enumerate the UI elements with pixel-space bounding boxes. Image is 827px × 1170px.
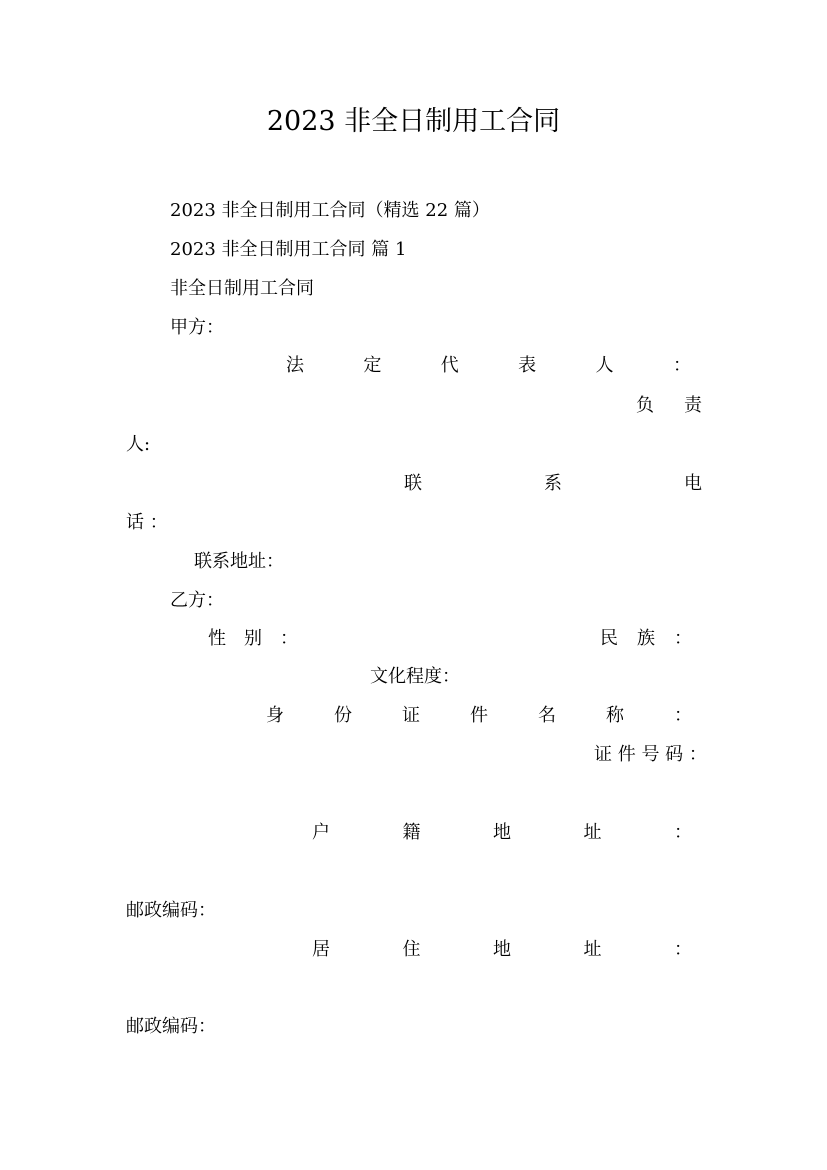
person-in-charge-char: 责 [684, 395, 702, 416]
ethnicity-char: 族 [637, 628, 655, 649]
postcode-label-1: 邮政编码： [126, 900, 216, 921]
part-heading: 2023 非全日制用工合同 篇 1 [170, 239, 407, 260]
id-number-label: 证 件 号 码 ： [594, 744, 707, 765]
contact-address-label: 联系地址： [194, 551, 284, 572]
legal-rep-char: 代 [440, 355, 459, 376]
phone-tail: 话 ： [126, 512, 168, 533]
residence-address-label [312, 938, 692, 962]
residence-address-char: ： [674, 939, 692, 960]
document-subtitle: 2023 非全日制用工合同（精选 22 篇） [170, 200, 490, 221]
legal-rep-char: 法 [286, 355, 304, 376]
residence-address-char: 住 [402, 939, 421, 960]
legal-rep-char: 表 [518, 355, 537, 376]
ethnicity-char: 民 [600, 628, 618, 649]
phone-char: 电 [684, 473, 702, 494]
legal-representative-label [286, 354, 691, 378]
residence-address-char: 址 [583, 939, 602, 960]
gender-char: ： [280, 628, 298, 649]
household-address-char: ： [674, 822, 692, 843]
id-name-char: 件 [470, 705, 488, 726]
gender-char: 性 [208, 628, 226, 649]
id-name-char: 名 [538, 705, 556, 726]
document-title: 2023 非全日制用工合同 [266, 106, 561, 137]
phone-char: 系 [544, 473, 562, 494]
residence-address-char: 地 [493, 939, 511, 960]
id-name-char: 身 [266, 705, 284, 726]
phone-label [404, 472, 702, 496]
ethnicity-label [600, 627, 692, 651]
residence-address-char: 居 [312, 939, 330, 960]
household-address-char: 户 [312, 822, 330, 843]
ethnicity-char: ： [674, 628, 692, 649]
legal-rep-char: 人 [595, 355, 614, 376]
gender-char: 别 [244, 628, 262, 649]
household-address-char: 址 [583, 822, 602, 843]
education-label: 文化程度： [370, 666, 460, 687]
household-address-char: 地 [493, 822, 511, 843]
id-document-name-label [266, 704, 692, 728]
household-address-label [312, 821, 692, 845]
party-a-label: 甲方： [170, 317, 224, 338]
id-name-char: 证 [402, 705, 420, 726]
person-in-charge-label [636, 394, 702, 418]
legal-rep-char: ： [672, 355, 691, 376]
postcode-label-2: 邮政编码： [126, 1016, 216, 1037]
id-name-char: 称 [606, 705, 624, 726]
person-in-charge-char: 负 [636, 395, 654, 416]
contract-name: 非全日制用工合同 [170, 278, 314, 299]
household-address-char: 籍 [402, 822, 421, 843]
legal-rep-char: 定 [363, 355, 382, 376]
party-b-label: 乙方： [170, 590, 224, 611]
gender-label [208, 627, 298, 651]
id-name-char: ： [674, 705, 692, 726]
id-name-char: 份 [334, 705, 352, 726]
phone-char: 联 [404, 473, 422, 494]
person-in-charge-tail: 人: [126, 434, 151, 455]
